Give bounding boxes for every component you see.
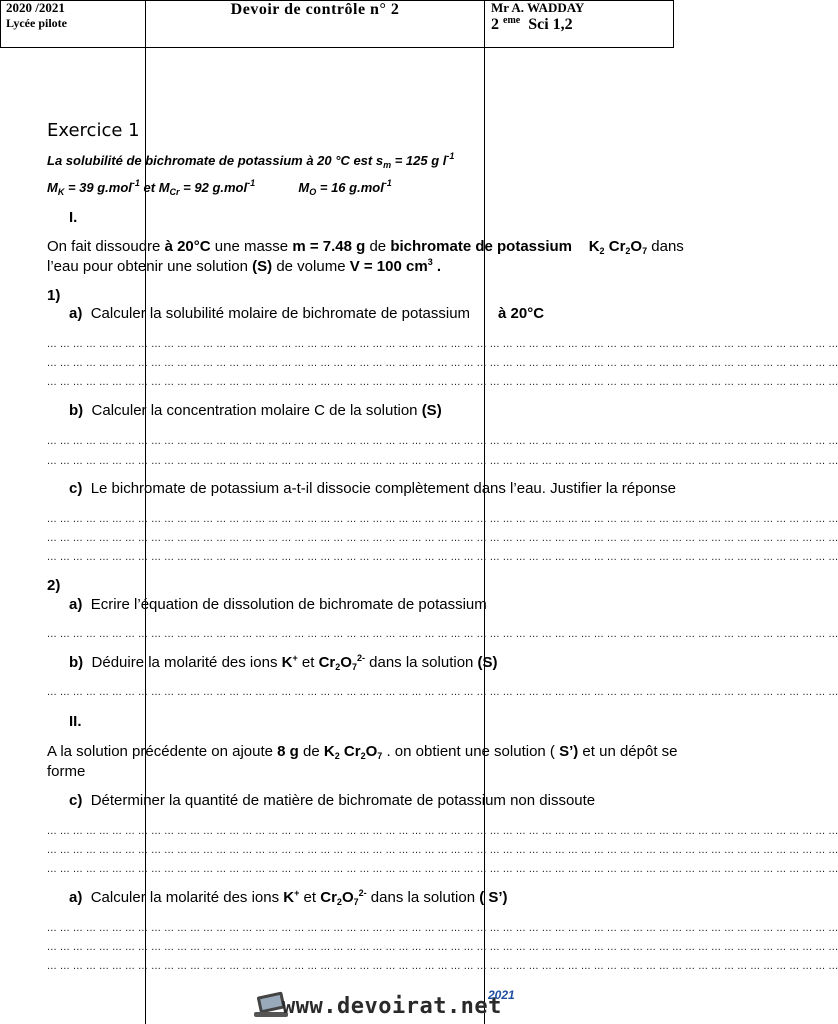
watermark-year: 2021	[488, 988, 515, 1002]
teacher-name: Mr A. WADDAY	[491, 0, 585, 15]
answer-line: ... ... ... ... ... ... ... ... ... ... ... ... ... ... ... ... ... ... ... ... ... ... ... ... ... ... ... ... ... ... ... ... ... ... ... ... ... ... ... ... ... ... ... ... ... ... ... ... ... ... ... ... ... ... ... ... ... ... ... ... ...	[47, 863, 838, 875]
answer-line: ... ... ... ... ... ... ... ... ... ... ... ... ... ... ... ... ... ... ... ... ... ... ... ... ... ... ... ... ... ... ... ... ... ... ... ... ... ... ... ... ... ... ... ... ... ... ... ... ... ... ... ... ... ... ... ... ... ... ... ... ...	[47, 941, 838, 953]
answer-line: ... ... ... ... ... ... ... ... ... ... ... ... ... ... ... ... ... ... ... ... ... ... ... ... ... ... ... ... ... ... ... ... ... ... ... ... ... ... ... ... ... ... ... ... ... ... ... ... ... ... ... ... ... ... ... ... ... ... ... ... ...	[47, 844, 838, 856]
question-2-label: 2)	[47, 577, 61, 594]
part1-intro-line2: l’eau pour obtenir une solution (S) de volume V = 100 $cm^3$ .	[47, 257, 442, 275]
answer-line: ... ... ... ... ... ... ... ... ... ... ... ... ... ... ... ... ... ... ... ... ... ... ... ... ... ... ... ... ... ... ... ... ... ... ... ... ... ... ... ... ... ... ... ... ... ... ... ... ... ... ... ... ... ... ... ... ... ... ... ... ...	[47, 376, 838, 388]
answer-line: ... ... ... ... ... ... ... ... ... ... ... ... ... ... ... ... ... ... ... ... ... ... ... ... ... ... ... ... ... ... ... ... ... ... ... ... ... ... ... ... ... ... ... ... ... ... ... ... ... ... ... ... ... ... ... ... ... ... ... ... ...	[47, 686, 838, 698]
answer-line: ... ... ... ... ... ... ... ... ... ... ... ... ... ... ... ... ... ... ... ... ... ... ... ... ... ... ... ... ... ... ... ... ... ... ... ... ... ... ... ... ... ... ... ... ... ... ... ... ... ... ... ... ... ... ... ... ... ... ... ... ...	[47, 435, 838, 447]
answer-line: ... ... ... ... ... ... ... ... ... ... ... ... ... ... ... ... ... ... ... ... ... ... ... ... ... ... ... ... ... ... ... ... ... ... ... ... ... ... ... ... ... ... ... ... ... ... ... ... ... ... ... ... ... ... ... ... ... ... ... ... ...	[47, 455, 838, 467]
exercise-title: Exercice 1	[47, 120, 140, 141]
school-name: Lycée pilote	[6, 16, 67, 30]
school-year: 2020 /2021	[6, 0, 65, 15]
answer-line: ... ... ... ... ... ... ... ... ... ... ... ... ... ... ... ... ... ... ... ... ... ... ... ... ... ... ... ... ... ... ... ... ... ... ... ... ... ... ... ... ... ... ... ... ... ... ... ... ... ... ... ... ... ... ... ... ... ... ... ... ...	[47, 628, 838, 640]
answer-line: ... ... ... ... ... ... ... ... ... ... ... ... ... ... ... ... ... ... ... ... ... ... ... ... ... ... ... ... ... ... ... ... ... ... ... ... ... ... ... ... ... ... ... ... ... ... ... ... ... ... ... ... ... ... ... ... ... ... ... ... ...	[47, 513, 838, 525]
question-part2-c: c) Déterminer la quantité de matière de bichromate de potassium non dissoute	[69, 792, 596, 809]
watermark-text: www.devoirat.net	[282, 994, 502, 1019]
solubility-given: La solubilité de bichromate de potassium à 20 °C est $s_m = 125$ g $l^{-1}$	[47, 151, 455, 170]
header-table	[0, 0, 674, 48]
question-1b: b) Calculer la concentration molaire C de la solution (S)	[69, 402, 442, 419]
part2-intro-line2: forme	[47, 763, 86, 780]
class-name: 2 $^{eme}$ Sci 1,2	[491, 15, 573, 33]
exam-title: Devoir de contrôle n° 2	[230, 1, 400, 18]
answer-line: ... ... ... ... ... ... ... ... ... ... ... ... ... ... ... ... ... ... ... ... ... ... ... ... ... ... ... ... ... ... ... ... ... ... ... ... ... ... ... ... ... ... ... ... ... ... ... ... ... ... ... ... ... ... ... ... ... ... ... ... ...	[47, 357, 838, 369]
part2-intro-line1: A la solution précédente on ajoute 8 g de $K_2$ $Cr_2O_7$ . on obtient une solution ( S’) et un dépôt se	[47, 743, 678, 761]
molar-masses-given: $M_K = 39$ g.mol$^{-1}$ et $M_{Cr} = 92$ g.mol$^{-1}$ $M_O = 16$ g.mol$^{-1}$	[47, 178, 392, 197]
question-2b: b) Déduire la molarité des ions K+ et $Cr_2O_7^{2-}$ dans la solution (S)	[69, 653, 498, 672]
question-1-label: 1)	[47, 287, 61, 304]
answer-line: ... ... ... ... ... ... ... ... ... ... ... ... ... ... ... ... ... ... ... ... ... ... ... ... ... ... ... ... ... ... ... ... ... ... ... ... ... ... ... ... ... ... ... ... ... ... ... ... ... ... ... ... ... ... ... ... ... ... ... ... ...	[47, 960, 838, 972]
answer-line: ... ... ... ... ... ... ... ... ... ... ... ... ... ... ... ... ... ... ... ... ... ... ... ... ... ... ... ... ... ... ... ... ... ... ... ... ... ... ... ... ... ... ... ... ... ... ... ... ... ... ... ... ... ... ... ... ... ... ... ... ...	[47, 551, 838, 563]
question-1a: a) Calculer la solubilité molaire de bichromate de potassium à 20°C	[69, 305, 545, 322]
part1-intro-line1: On fait dissoudre à 20°C une masse m = 7.48 g de bichromate de potassium $K_2$ $Cr_2O_7$ dans	[47, 238, 684, 256]
question-2a: a) Ecrire l’équation de dissolution de bichromate de potassium	[69, 596, 487, 613]
question-part2-a: a) Calculer la molarité des ions K+ et $Cr_2O_7^{2-}$ dans la solution ( S’)	[69, 888, 508, 907]
question-1c: c) Le bichromate de potassium a-t-il dissocie complètement dans l’eau. Justifier la réponse	[69, 480, 676, 497]
part1-label: I.	[69, 209, 78, 226]
answer-line: ... ... ... ... ... ... ... ... ... ... ... ... ... ... ... ... ... ... ... ... ... ... ... ... ... ... ... ... ... ... ... ... ... ... ... ... ... ... ... ... ... ... ... ... ... ... ... ... ... ... ... ... ... ... ... ... ... ... ... ... ...	[47, 338, 838, 350]
answer-line: ... ... ... ... ... ... ... ... ... ... ... ... ... ... ... ... ... ... ... ... ... ... ... ... ... ... ... ... ... ... ... ... ... ... ... ... ... ... ... ... ... ... ... ... ... ... ... ... ... ... ... ... ... ... ... ... ... ... ... ... ...	[47, 532, 838, 544]
answer-line: ... ... ... ... ... ... ... ... ... ... ... ... ... ... ... ... ... ... ... ... ... ... ... ... ... ... ... ... ... ... ... ... ... ... ... ... ... ... ... ... ... ... ... ... ... ... ... ... ... ... ... ... ... ... ... ... ... ... ... ... ...	[47, 922, 838, 934]
part2-label: II.	[69, 713, 82, 730]
answer-line: ... ... ... ... ... ... ... ... ... ... ... ... ... ... ... ... ... ... ... ... ... ... ... ... ... ... ... ... ... ... ... ... ... ... ... ... ... ... ... ... ... ... ... ... ... ... ... ... ... ... ... ... ... ... ... ... ... ... ... ... ...	[47, 825, 838, 837]
watermark-logo	[252, 988, 522, 1022]
